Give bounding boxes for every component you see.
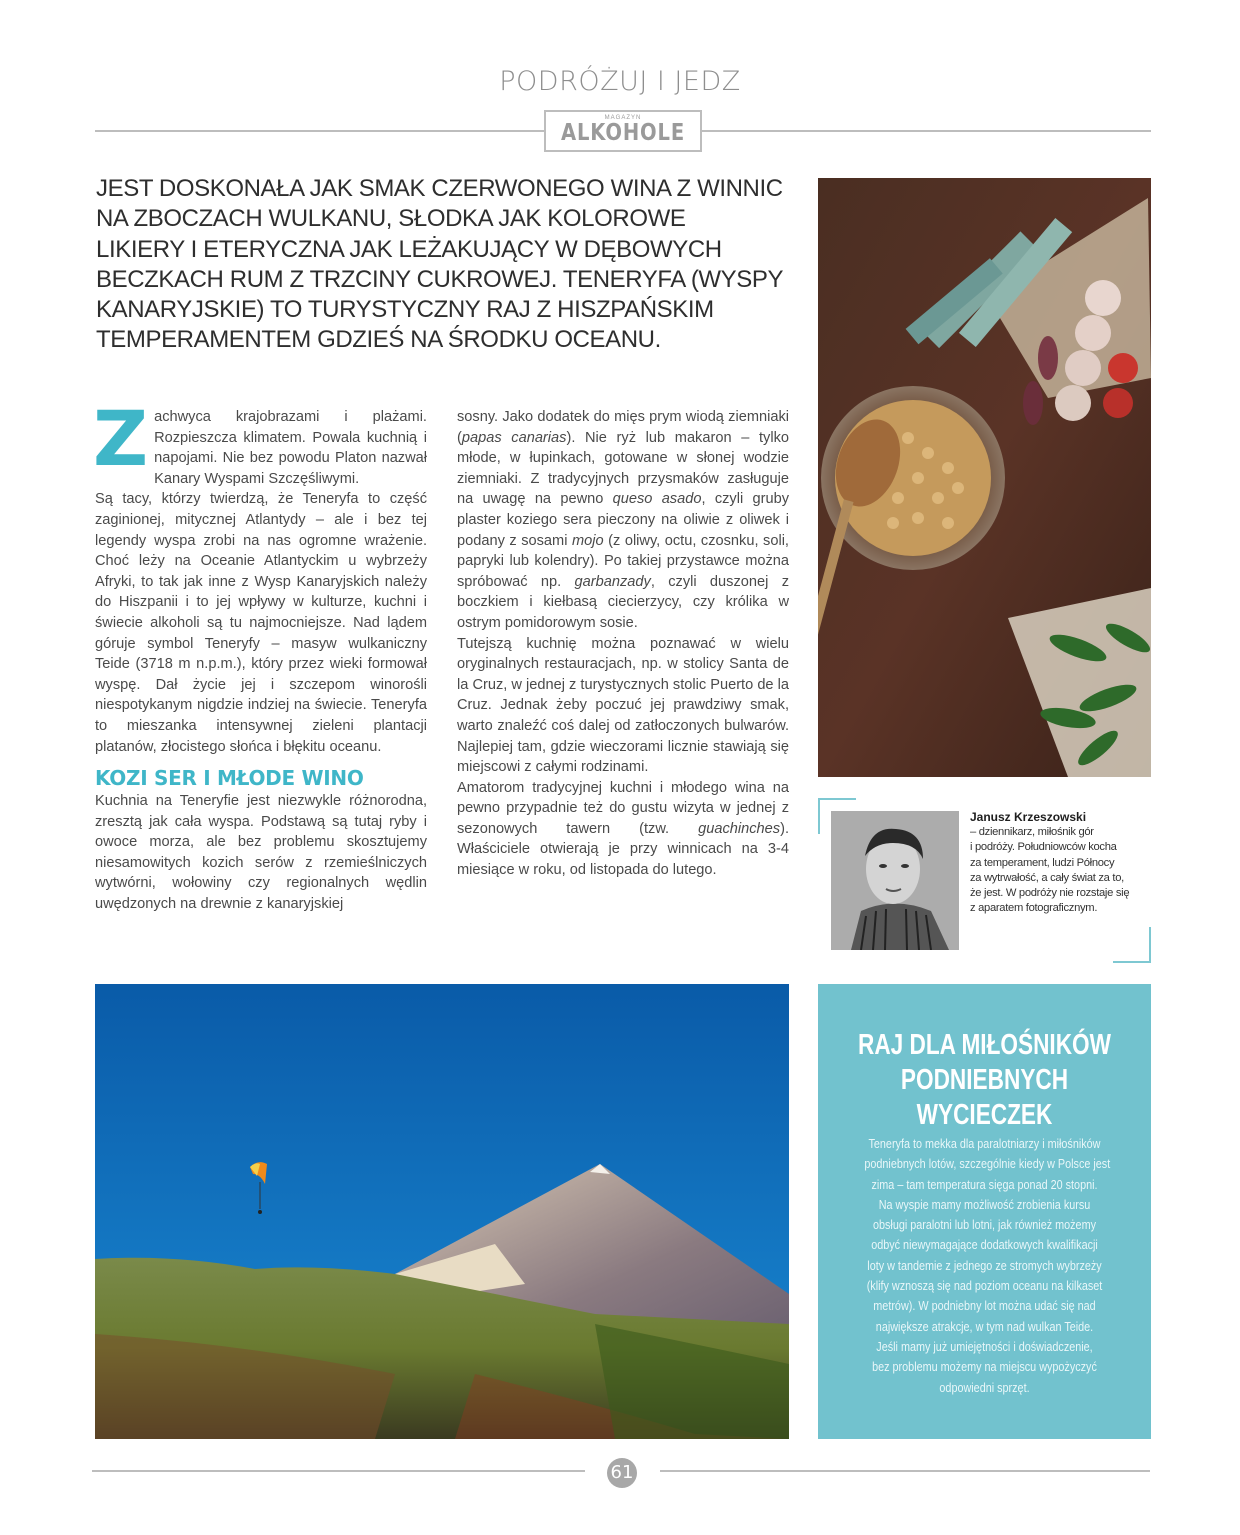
sidebar-line: bez problemu możemy na miejscu wypożyczyć [872,1359,1097,1375]
sidebar-title [855,1028,1115,1133]
author-bio [970,810,1150,916]
author-photo [831,811,959,950]
author-name: Janusz Krzeszowski [970,810,1087,824]
bracket-top-left-h [818,798,856,800]
text-run: Amatorom tradycyjnej kuchni i młodego wina na pewno przypadnie też do gustu wizyta w jednej z sezonowych tawern (tzw. [457,779,789,837]
italic-term: mojo [571,532,604,549]
sidebar-line: Teneryfa to mekka dla paralotniarzy i miłośników [868,1136,1101,1151]
lead-line: TEMPERAMENTEM GDZIEŚ NA ŚRODKU OCEANU. [96,326,661,354]
footer-rule-right [660,1470,1150,1472]
sidebar-line: odbyć niewymagające dodatkowych kwalifikacji [871,1237,1098,1253]
lead-line: NA ZBOCZACH WULKANU, SŁODKA JAK KOLOROWE [96,205,686,233]
bio-line: że jest. W podróży nie rozstaje się [970,887,1130,900]
italic-term: queso asado [612,491,702,508]
drop-cap: Z [93,394,149,483]
text-run: ). Nie ryż lub makaron – tylko młode, w łupinkach, gotowane w słonej wodzie ziemniaki. Z tradycyjnych przysmaków zasługuje na uwagę na pewno [457,429,789,508]
footer-rule-left [92,1470,585,1472]
paragraph: Tutejszą kuchnię można poznawać w wielu oryginalnych restauracjach, np. w stolicy Santa de la Cruz, w jednej z turystycznych stolic Puerto de la Cruz. Jednak żeby poczuć jej prawdziwy smak, warto znaleźć coś dalej od zatłoczonych bulwarów. Najlepiej tam, gdzie wieczorami licznie stawiają się miejscowi z całymi rodzinami. [457,635,789,776]
sidebar-line: metrów). W podniebny lot można udać się nad [873,1298,1096,1314]
header-rule-left [95,130,544,132]
paragraph: Kuchnia na Teneryfie jest niezwykle różnorodna, zresztą jak cała wyspa. Podstawą są tutaj ryby i owoce morza, ale bez problemu skosztujemy niesamowitych kozich serów z rzemieślniczych wytwórni, wołowiny czy regionalnych wędlin uwędzonych na drewnie z kanaryjskiej [95,793,427,913]
sidebar-title-line: WYCIECZEK [916,1099,1053,1131]
sidebar-line: loty w tandemie z jednego ze stromych wybrzeży [867,1257,1102,1273]
logo-main-text: ALKOHOLE [560,120,686,146]
bracket-bottom-right-v [1149,927,1151,963]
bracket-bottom-right-h [1113,961,1151,963]
bracket-top-left-v [818,798,820,834]
text-run: sosny. Jako dodatek do mięs prym wiodą ziemniaki ( [457,409,789,446]
italic-term: guachinches [698,820,781,837]
food-photo-image [818,178,1151,777]
bio-line: z aparatem fotograficznym. [970,902,1098,915]
sidebar-box [818,984,1151,1439]
page-number: 61 [607,1458,637,1488]
sidebar-title-line: RAJ DLA MIŁOŚNIKÓW [857,1029,1111,1061]
author-portrait [831,811,959,950]
sidebar-line: obsługi paralotni lub lotni, jak również możemy [872,1217,1096,1233]
article-column-2 [457,407,789,881]
sidebar-body [838,1134,1131,1398]
logo-small-text: MAGAZYN [604,115,642,121]
subheading: KOZI SER I MŁODE WINO [95,766,364,791]
bio-line: za wytrwałość, a cały świat za to, [970,871,1124,884]
lead-line: JEST DOSKONAŁA JAK SMAK CZERWONEGO WINA Z WINNIC [96,175,783,202]
sidebar-line: Na wyspie mamy możliwość zrobienia kursu [878,1196,1091,1212]
sidebar-line: zima – tam temperatura sięga ponad 20 stopni. [871,1176,1098,1192]
paragraph [457,407,789,634]
sidebar-line: największe atrakcje, w tym nad wulkan Teide. [875,1318,1094,1334]
text-run: , czyli gruby plaster koziego sera pieczony na oliwie z oliwek i podany z sosami [457,491,789,549]
text-run: (z oliwy, octu, czosnku, soli, papryki lub kolendry). Po takiej przystawce można spróbować np. [457,532,789,590]
paragraph: Są tacy, którzy twierdzą, że Teneryfa to część zaginionej, mitycznej Atlantydy – ale i bez tej legendy wyspa zrobi na nas ogromne wrażenie. Choć leży na Oceanie Atlantyckim u wybrzeży Afryki, to tak jak inne z Wysp Kanaryjskich należy do Hiszpanii i to jej wpływy w kulturze, kuchni i świecie alkoholi są tu najmocniejsze. Nad lądem góruje symbol Teneryfy – masyw wulkaniczny Teide (3718 m n.p.m.), który przez wieki formował wyspę. Dał życie jej i szczepom winorośli niespotykanym nigdzie indziej na świecie. Teneryfa to mieszanka intensywnej zieleni plantacji platanów, złocistego słońca i błękitu oceanu. [95,491,427,755]
section-title: PODRÓŻUJ I JEDZ [499,66,741,97]
lead-paragraph [96,174,796,356]
article-column-1 [93,394,427,915]
bio-line: – dziennikarz, miłośnik gór [970,826,1094,839]
italic-term: garbanzady [574,573,651,590]
magazine-logo [544,110,702,152]
teide-mountain-photo [95,984,789,1439]
italic-term: papas canarias [461,429,567,446]
text-run: ). Właściciele otwierają je przy winnicach na 3-4 miesiące w roku, od listopada do lutego. [457,820,789,879]
lead-line: BECZKACH RUM Z TRZCINY CUKROWEJ. TENERYFA (WYSPY [96,265,784,293]
lead-line: KANARYJSKIE) TO TURYSTYCZNY RAJ Z HISZPAŃSKIM [96,296,714,324]
bio-line: za temperament, ludzi Północy [970,856,1115,869]
paragraph [93,394,427,489]
sidebar-line: odpowiedni sprzęt. [939,1379,1030,1395]
bio-line: i podróży. Południowców kocha [970,841,1117,854]
sidebar-line: (klify wznoszą się nad poziom oceanu na kilkaset [866,1278,1103,1294]
mountain-landscape-image [95,984,789,1439]
lead-line: LIKIERY I ETERYCZNA JAK LEŻAKUJĄCY W DĘBOWYCH [96,235,722,263]
sidebar-line: Jeśli mamy już umiejętności i doświadczenie, [876,1338,1093,1354]
paragraph-text: achwyca krajobrazami i plażami. Rozpieszcza klimatem. Powala kuchnią i napojami. Nie bez powodu Platon nazwał Kanary Wyspami Szczęśliwymi. [154,409,427,487]
paragraph [457,778,789,881]
header-rule-right [702,130,1151,132]
sidebar-line: podniebnych lotów, szczególnie kiedy w Polsce jest [864,1156,1111,1172]
text-run: , czyli duszonej z boczkiem i kiełbasą ciecierzycy, czy królika w ostrym pomidorowym sosie. [457,573,789,631]
sidebar-title-line: PODNIEBNYCH [900,1064,1069,1096]
food-photo [818,178,1151,777]
